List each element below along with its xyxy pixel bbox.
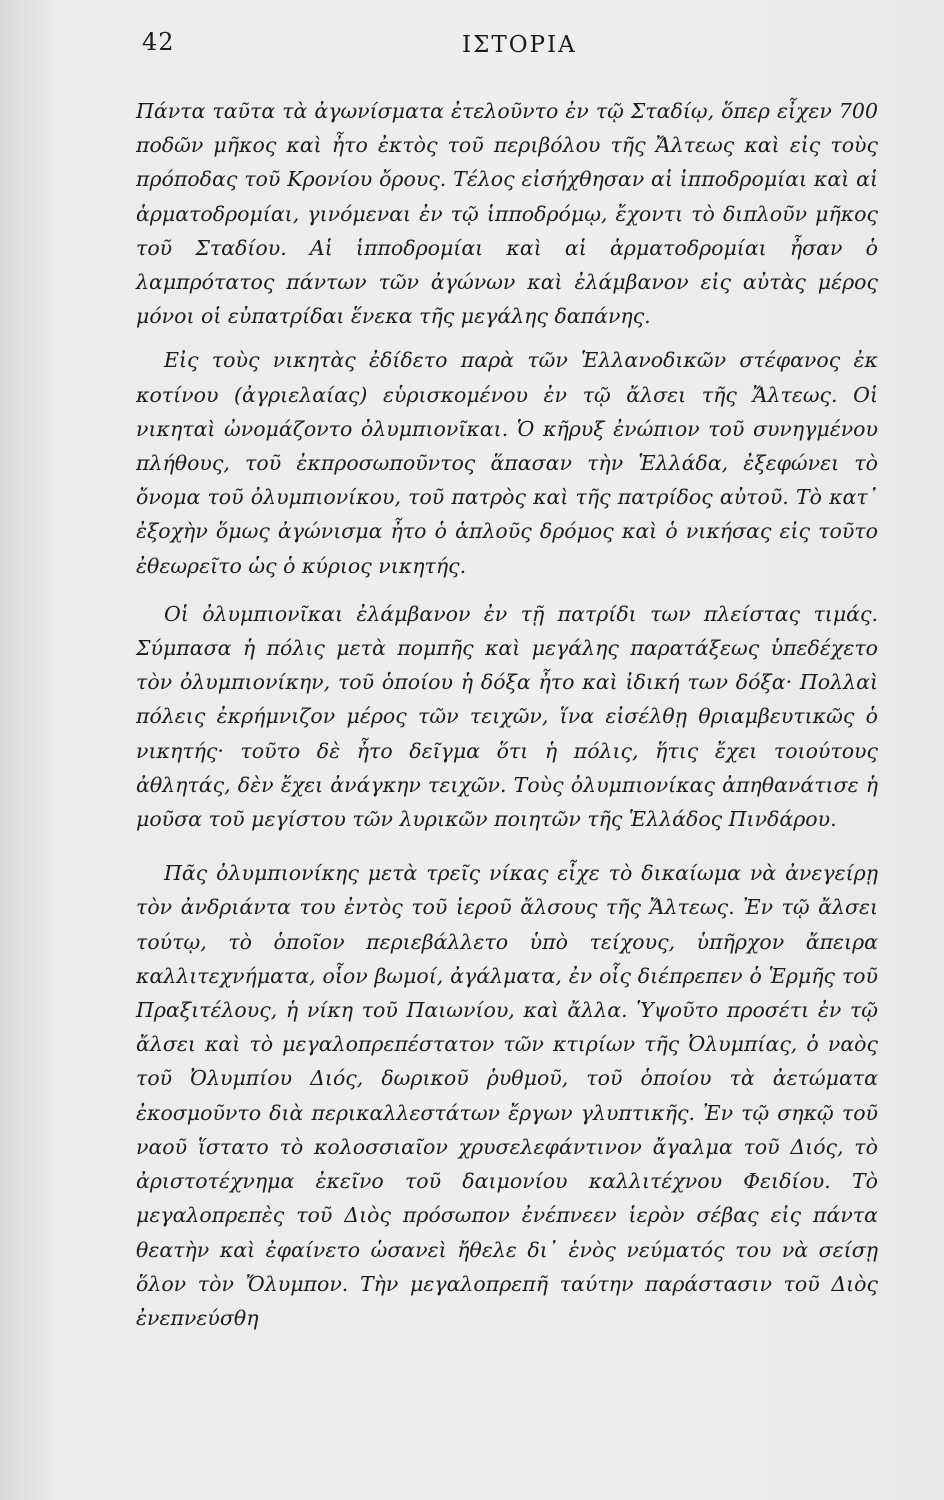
- paragraph-stadium: Πάντα ταῦτα τὰ ἀγωνίσματα ἐτελοῦντο ἐν τῷ Σταδίῳ, ὅπερ εἶχεν 700 ποδῶν μῆκος καὶ ἦτο ἐκτὸς τοῦ περιβόλου τῆς Ἄλτεως καὶ εἰς τοὺς πρόποδας τοῦ Κρονίου ὄρους. Τέλος εἰσήχθησαν αἱ ἱπποδρομίαι καὶ αἱ ἁρματοδρομίαι, γινόμεναι ἐν τῷ ἱπποδρόμῳ, ἔχοντι τὸ διπλοῦν μῆκος τοῦ Σταδίου. Αἱ ἱπποδρομίαι καὶ αἱ ἁρματοδρομίαι ἦσαν ὁ λαμπρότατος πάντων τῶν ἀγώνων καὶ ἐλάμβανον εἰς αὐτὰς μέρος μόνοι οἱ εὐπατρίδαι ἕνεκα τῆς μεγάλης δαπάνης.: [136, 99, 878, 329]
- body-text: [136, 94, 878, 1335]
- paragraph-altis-temple: Πᾶς ὀλυμπιονίκης μετὰ τρεῖς νίκας εἶχε τὸ δικαίωμα νὰ ἀνεγείρῃ τὸν ἀνδριάντα του ἐντὸς τοῦ ἱεροῦ ἄλσους τῆς Ἄλτεως. Ἐν τῷ ἄλσει τούτῳ, τὸ ὁποῖον περιεβάλλετο ὑπὸ τείχους, ὑπῆρχον ἄπειρα καλλιτεχνήματα, οἷον βωμοί, ἀγάλματα, ἐν οἷς διέπρεπεν ὁ Ἑρμῆς τοῦ Πραξιτέλους, ἡ νίκη τοῦ Παιωνίου, καὶ ἄλλα. Ὑψοῦτο προσέτι ἐν τῷ ἄλσει καὶ τὸ μεγαλοπρεπέστατον τῶν κτιρίων τῆς Ὀλυμπίας, ὁ ναὸς τοῦ Ὀλυμπίου Διός, δωρικοῦ ῥυθμοῦ, τοῦ ὁποίου τὰ ἀετώματα ἐκοσμοῦντο διὰ περικαλλεστάτων ἔργων γλυπτικῆς. Ἐν τῷ σηκῷ τοῦ ναοῦ ἵστατο τὸ κολοσσιαῖον χρυσελεφάντινον ἄγαλμα τοῦ Διός, τὸ ἀριστοτέχνημα ἐκεῖνο τοῦ δαιμονίου καλλιτέχνου Φειδίου. Τὸ μεγαλοπρεπὲς τοῦ Διὸς πρόσωπον ἐνέπνεεν ἱερὸν σέβας εἰς πάντα θεατὴν καὶ ἐφαίνετο ὡσανεὶ ἤθελε δι᾽ ἑνὸς νεύματός του νὰ σείσῃ ὅλον τὸν Ὄλυμπον. Τὴν μεγαλοπρεπῆ ταύτην παράστασιν τοῦ Διὸς ἐνεπνεύσθη: [136, 861, 878, 1330]
- running-title: ΙΣΤΟΡΙΑ: [462, 32, 577, 58]
- paragraph-victors-crown: Εἰς τοὺς νικητὰς ἐδίδετο παρὰ τῶν Ἑλλανοδικῶν στέφανος ἐκ κοτίνου (ἀγριελαίας) εὑρισκομένου ἐν τῷ ἄλσει τῆς Ἄλτεως. Οἱ νικηταὶ ὠνομάζοντο ὀλυμπιονῖκαι. Ὁ κῆρυξ ἐνώπιον τοῦ συνηγμένου πλήθους, τοῦ ἐκπροσωποῦντος ἅπασαν τὴν Ἑλλάδα, ἐξεφώνει τὸ ὄνομα τοῦ ὀλυμπιονίκου, τοῦ πατρὸς καὶ τῆς πατρίδος αὐτοῦ. Τὸ κατ᾽ ἐξοχὴν ὅμως ἀγώνισμα ἦτο ὁ ἁπλοῦς δρόμος καὶ ὁ νικήσας εἰς τοῦτο ἐθεωρεῖτο ὡς ὁ κύριος νικητής.: [136, 348, 878, 578]
- paragraph-olympic-honors: Οἱ ὀλυμπιονῖκαι ἐλάμβανον ἐν τῇ πατρίδι των πλείστας τιμάς. Σύμπασα ἡ πόλις μετὰ πομπῆς καὶ μεγάλης παρατάξεως ὑπεδέχετο τὸν ὀλυμπιονίκην, τοῦ ὁποίου ἡ δόξα ἦτο καὶ ἰδική των δόξα· Πολλαὶ πόλεις ἐκρήμνιζον μέρος τῶν τειχῶν, ἵνα εἰσέλθῃ θριαμβευτικῶς ὁ νικητής· τοῦτο δὲ ἦτο δεῖγμα ὅτι ἡ πόλις, ἥτις ἔχει τοιούτους ἀθλητάς, δὲν ἔχει ἀνάγκην τειχῶν. Τοὺς ὀλυμπιονίκας ἀπηθανάτισε ἡ μοῦσα τοῦ μεγίστου τῶν λυρικῶν ποιητῶν τῆς Ἑλλάδος Πινδάρου.: [136, 601, 878, 832]
- page-header: [0, 28, 944, 68]
- page-number: 42: [142, 28, 175, 56]
